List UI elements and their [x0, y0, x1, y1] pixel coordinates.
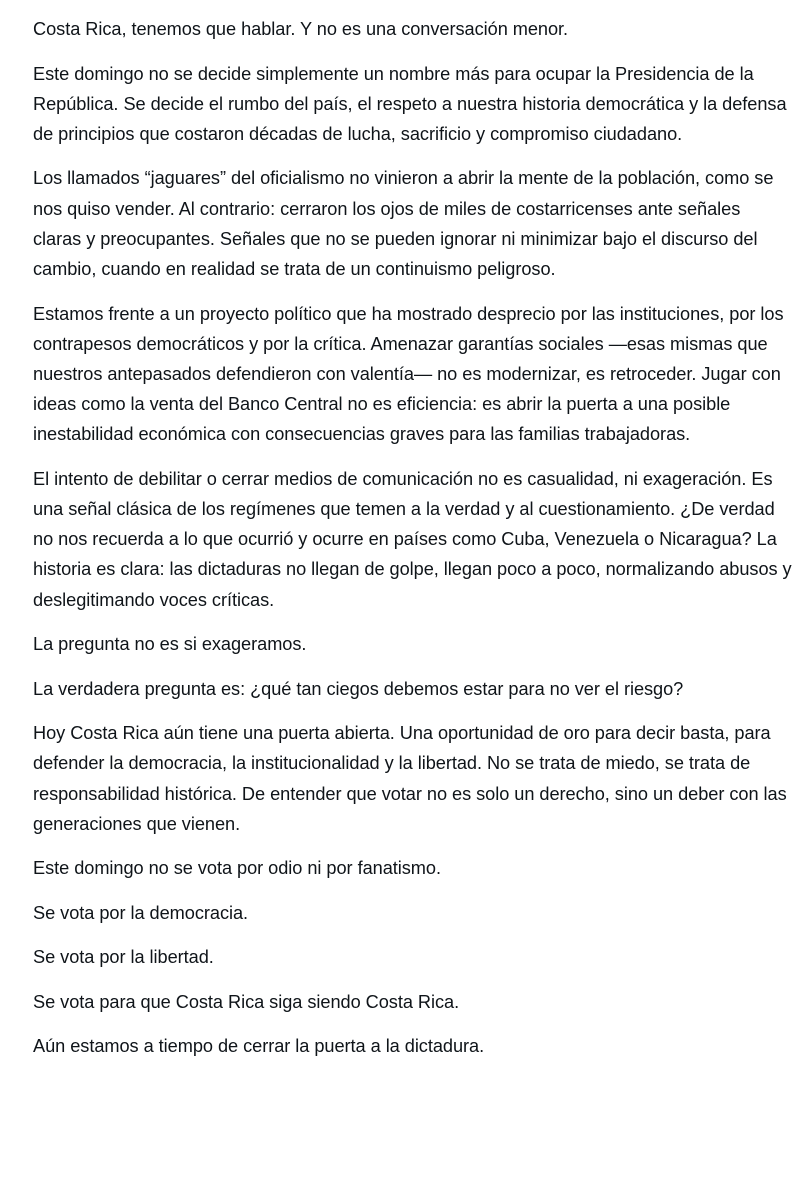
paragraph-political-project: Estamos frente a un proyecto político que ha mostrado desprecio por las instituciones, por los contrapesos democráticos y por la crítica. Amenazar garantías sociales —esas mismas que nuestros antepasados defendieron con valentía— no es modernizar, es retroceder. Jugar con ideas como la venta del Banco Central no es eficiencia: es abrir la puerta a una posible inestabilidad económica con consecuencias graves para las familias trabajadoras. — [33, 303, 784, 445]
paragraph-open-door: Hoy Costa Rica aún tiene una puerta abierta. Una oportunidad de oro para decir basta, para defender la democracia, la institucionalidad y la libertad. No se trata de miedo, se trata de responsabilidad histórica. De entender que votar no es solo un derecho, sino un deber con las generaciones que vienen. — [33, 723, 787, 834]
paragraph-real-question: La verdadera pregunta es: ¿qué tan ciegos debemos estar para no ver el riesgo? — [33, 678, 684, 699]
paragraph-media: El intento de debilitar o cerrar medios de comunicación no es casualidad, ni exageración. Es una señal clásica de los regímenes que temen a la verdad y al cuestionamiento. ¿De verdad no nos recuerda a lo que ocurrió y ocurre en países como Cuba, Venezuela o Nicaragua? La historia es clara: las dictaduras no llegan de golpe, llegan poco a poco, normalizando abusos y deslegitimando voces críticas. — [33, 468, 792, 610]
paragraph-costa-rica: Se vota para que Costa Rica siga siendo Costa Rica. — [33, 991, 460, 1012]
article-body — [33, 14, 793, 1076]
paragraph-opening: Costa Rica, tenemos que hablar. Y no es una conversación menor. — [33, 19, 569, 39]
paragraph-sunday-decision: Este domingo no se decide simplemente un nombre más para ocupar la Presidencia de la República. Se decide el rumbo del país, el respeto a nuestra historia democrática y la defensa de principios que costaron décadas de lucha, sacrificio y compromiso ciudadano. — [33, 63, 787, 144]
paragraph-democracy: Se vota por la democracia. — [33, 902, 249, 923]
paragraph-liberty: Se vota por la libertad. — [33, 947, 214, 968]
paragraph-closing: Aún estamos a tiempo de cerrar la puerta a la dictadura. — [33, 1036, 485, 1057]
paragraph-question: La pregunta no es si exageramos. — [33, 634, 307, 655]
paragraph-no-hate: Este domingo no se vota por odio ni por fanatismo. — [33, 858, 441, 879]
paragraph-jaguares: Los llamados “jaguares” del oficialismo no vinieron a abrir la mente de la población, como se nos quiso vender. Al contrario: cerraron los ojos de miles de costarricenses ante señales claras y preocupantes. Señales que no se pueden ignorar ni minimizar bajo el discurso del cambio, cuando en realidad se trata de un continuismo peligroso. — [33, 168, 774, 280]
